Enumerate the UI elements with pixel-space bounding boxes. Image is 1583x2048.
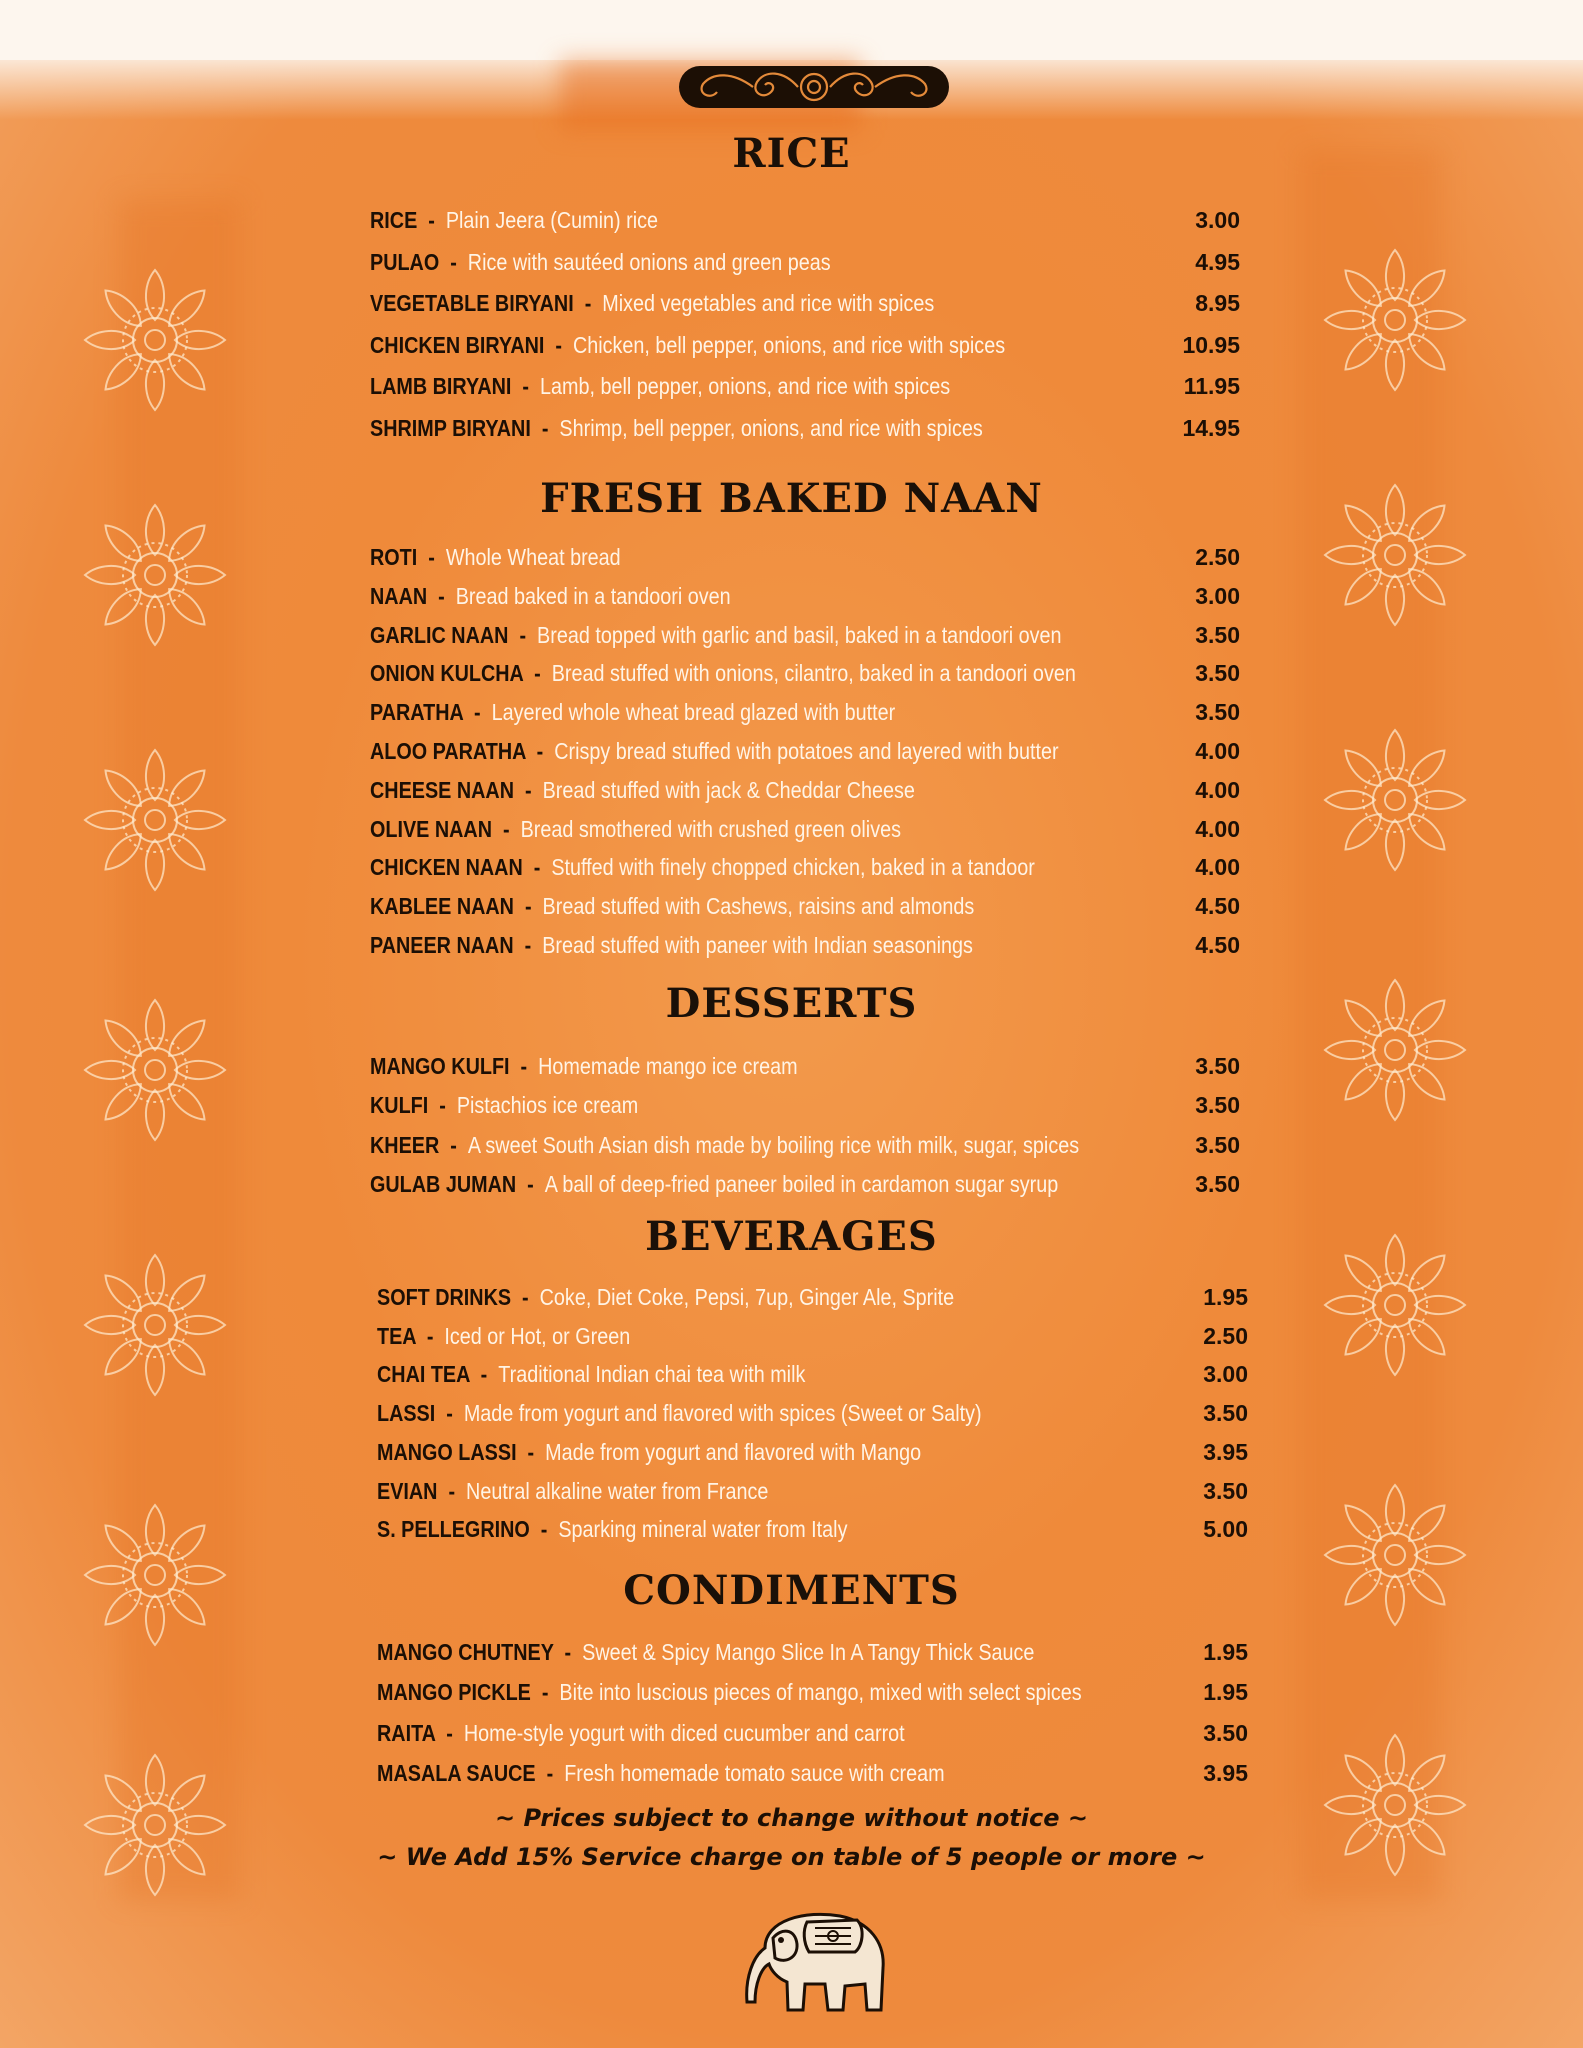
item-description: Neutral alkaline water from France <box>466 1477 769 1504</box>
item-description: Made from yogurt and flavored with Mango <box>545 1438 922 1465</box>
item-name: MANGO LASSI <box>377 1438 517 1465</box>
item-name: CHEESE NAAN <box>370 776 514 803</box>
mandala-icon <box>1320 725 1470 875</box>
menu-item <box>370 847 1035 887</box>
section-title: DESSERTS <box>665 980 918 1027</box>
item-separator: - <box>529 1516 559 1543</box>
item-separator: - <box>415 1322 445 1349</box>
ornament-icon <box>673 58 955 116</box>
item-name: GULAB JUMAN <box>370 1170 517 1197</box>
item-separator: - <box>573 290 603 316</box>
menu-item <box>370 1164 1058 1204</box>
item-description: Whole Wheat bread <box>445 544 621 570</box>
menu-item <box>370 809 901 849</box>
item-name: LAMB BIRYANI <box>370 373 512 399</box>
menu-item <box>370 408 983 448</box>
menu-item <box>377 1632 1034 1672</box>
item-description: Bread stuffed with paneer with Indian seasonings <box>542 932 973 958</box>
price-change-note: ~ Prices subject to change without notice ~ <box>495 1804 1088 1832</box>
item-name: S. PELLEGRINO <box>377 1516 530 1543</box>
item-price: 3.50 <box>1203 1719 1248 1746</box>
item-price: 2.50 <box>1203 1322 1248 1349</box>
item-price: 5.00 <box>1203 1516 1248 1543</box>
item-price: 14.95 <box>1182 414 1240 441</box>
item-description: Sparking mineral water from Italy <box>558 1516 848 1543</box>
item-separator: - <box>511 373 540 399</box>
menu-item <box>377 1672 1082 1712</box>
item-description: Crispy bread stuffed with potatoes and layered with butter <box>554 738 1059 764</box>
item-price: 3.50 <box>1195 699 1240 726</box>
item-name: ALOO PARATHA <box>370 738 526 764</box>
item-name: EVIAN <box>377 1477 438 1504</box>
item-separator: - <box>522 854 552 881</box>
item-description: Iced or Hot, or Green <box>444 1322 631 1349</box>
item-separator: - <box>437 1477 467 1504</box>
item-description: Pistachios ice cream <box>456 1092 639 1119</box>
item-separator: - <box>417 544 446 570</box>
menu-item <box>377 1277 954 1317</box>
item-price: 4.50 <box>1195 893 1240 920</box>
item-name: SHRIMP BIRYANI <box>370 414 531 441</box>
mandala-icon <box>80 265 230 415</box>
item-price: 4.00 <box>1195 854 1240 881</box>
item-separator: - <box>508 621 538 648</box>
item-description: Fresh homemade tomato sauce with cream <box>564 1759 945 1786</box>
item-price: 3.00 <box>1195 207 1240 233</box>
item-price: 1.95 <box>1203 1639 1248 1665</box>
menu-item <box>370 653 1076 693</box>
mandala-icon <box>80 745 230 895</box>
section-title: RICE <box>732 130 851 177</box>
item-description: Homemade mango ice cream <box>538 1053 798 1079</box>
item-price: 8.95 <box>1195 290 1240 316</box>
menu-item <box>377 1316 630 1356</box>
item-description: Coke, Diet Coke, Pepsi, 7up, Ginger Ale, Sprite <box>539 1284 955 1310</box>
item-price: 3.50 <box>1195 660 1240 687</box>
item-separator: - <box>428 1092 457 1119</box>
item-separator: - <box>463 699 492 726</box>
item-name: SOFT DRINKS <box>377 1284 512 1310</box>
menu-item <box>370 366 950 406</box>
item-price: 3.00 <box>1195 582 1240 609</box>
menu-item <box>370 537 621 577</box>
item-separator: - <box>511 1284 540 1310</box>
item-name: LASSI <box>377 1400 436 1427</box>
item-separator: - <box>535 1759 565 1786</box>
menu-item <box>370 692 895 732</box>
item-description: Chicken, bell pepper, onions, and rice with spices <box>572 331 1006 358</box>
item-price: 4.00 <box>1195 815 1240 842</box>
mandala-icon <box>80 500 230 650</box>
item-name: PULAO <box>370 248 440 275</box>
item-name: KABLEE NAAN <box>370 893 514 920</box>
menu-item <box>370 1046 798 1086</box>
item-description: Bite into luscious pieces of mango, mixed with select spices <box>559 1679 1082 1706</box>
item-description: Layered whole wheat bread glazed with butter <box>491 699 896 726</box>
item-price: 3.50 <box>1195 1092 1240 1119</box>
menu-item <box>370 925 973 965</box>
menu-item <box>377 1393 982 1433</box>
item-separator: - <box>523 660 552 687</box>
menu-item <box>377 1354 805 1394</box>
item-name: ROTI <box>370 544 418 570</box>
item-separator: - <box>516 1170 545 1197</box>
item-price: 3.50 <box>1203 1477 1248 1504</box>
item-description: Bread stuffed with jack & Cheddar Cheese <box>542 776 915 803</box>
item-separator: - <box>491 815 521 842</box>
item-name: MASALA SAUCE <box>377 1759 536 1786</box>
item-separator: - <box>516 1438 546 1465</box>
item-separator: - <box>525 738 555 764</box>
menu-item <box>370 731 1059 771</box>
item-price: 4.00 <box>1195 776 1240 803</box>
item-description: Rice with sautéed onions and green peas <box>467 248 831 275</box>
item-separator: - <box>435 1400 464 1427</box>
item-name: KHEER <box>370 1131 440 1158</box>
item-description: Mixed vegetables and rice with spices <box>602 290 935 316</box>
item-name: VEGETABLE BIRYANI <box>370 290 574 316</box>
section-title: BEVERAGES <box>645 1213 938 1260</box>
item-description: Bread smothered with crushed green olives <box>520 815 901 842</box>
item-name: PANEER NAAN <box>370 932 514 958</box>
item-description: Stuffed with finely chopped chicken, baked in a tandoor <box>551 854 1035 881</box>
item-price: 3.50 <box>1195 1170 1240 1197</box>
menu-item <box>370 1125 1079 1165</box>
item-price: 11.95 <box>1183 373 1240 399</box>
item-description: Home-style yogurt with diced cucumber and carrot <box>463 1719 905 1746</box>
item-price: 10.95 <box>1182 331 1240 358</box>
item-description: Sweet & Spicy Mango Slice In A Tangy Thick Sauce <box>582 1639 1035 1665</box>
item-price: 3.50 <box>1203 1400 1248 1427</box>
item-description: Made from yogurt and flavored with spices (Sweet or Salty) <box>463 1400 982 1427</box>
item-separator: - <box>513 893 543 920</box>
item-name: NAAN <box>370 582 428 609</box>
menu-item <box>370 615 1062 655</box>
item-separator: - <box>530 1679 560 1706</box>
item-description: Bread topped with garlic and basil, baked in a tandoori oven <box>537 621 1062 648</box>
menu-item <box>370 1085 638 1125</box>
item-name: PARATHA <box>370 699 464 726</box>
item-name: ONION KULCHA <box>370 660 524 687</box>
item-name: CHICKEN NAAN <box>370 854 523 881</box>
item-price: 3.95 <box>1203 1759 1248 1786</box>
item-name: GARLIC NAAN <box>370 621 509 648</box>
menu-item <box>377 1713 905 1753</box>
item-name: MANGO PICKLE <box>377 1679 531 1706</box>
item-name: CHICKEN BIRYANI <box>370 331 545 358</box>
menu-item <box>377 1432 921 1472</box>
item-name: KULFI <box>370 1092 429 1119</box>
item-name: RAITA <box>377 1719 436 1746</box>
item-price: 3.95 <box>1203 1438 1248 1465</box>
item-separator: - <box>469 1361 499 1388</box>
menu-item <box>370 770 915 810</box>
item-separator: - <box>435 1719 464 1746</box>
menu-item <box>370 242 831 282</box>
item-separator: - <box>509 1053 539 1079</box>
item-price: 4.95 <box>1195 248 1240 275</box>
item-separator: - <box>439 248 468 275</box>
item-description: Lamb, bell pepper, onions, and rice with spices <box>539 373 951 399</box>
menu-item <box>370 200 658 240</box>
item-name: OLIVE NAAN <box>370 815 492 842</box>
service-charge-note: ~ We Add 15% Service charge on table of 5 people or more ~ <box>377 1843 1206 1871</box>
item-name: MANGO CHUTNEY <box>377 1639 554 1665</box>
item-price: 1.95 <box>1203 1679 1248 1706</box>
item-separator: - <box>439 1131 468 1158</box>
item-price: 3.50 <box>1195 1053 1240 1079</box>
item-name: TEA <box>377 1322 416 1349</box>
menu-item <box>377 1471 768 1511</box>
item-name: RICE <box>370 207 418 233</box>
item-separator: - <box>513 776 543 803</box>
mandala-icon <box>1320 245 1470 395</box>
item-price: 4.00 <box>1195 738 1240 764</box>
item-price: 4.50 <box>1195 932 1240 958</box>
item-description: Bread stuffed with Cashews, raisins and almonds <box>542 893 975 920</box>
menu-item <box>377 1753 945 1793</box>
item-price: 3.50 <box>1195 1131 1240 1158</box>
item-description: Plain Jeera (Cumin) rice <box>445 207 659 233</box>
item-price: 3.00 <box>1203 1361 1248 1388</box>
item-name: CHAI TEA <box>377 1361 470 1388</box>
mandala-icon <box>80 1250 230 1400</box>
item-separator: - <box>513 932 543 958</box>
section-title: CONDIMENTS <box>623 1567 960 1614</box>
elephant-icon <box>725 1898 895 2023</box>
item-description: A ball of deep-fried paneer boiled in cardamon sugar syrup <box>544 1170 1059 1197</box>
menu-item <box>370 325 1005 365</box>
item-separator: - <box>544 331 573 358</box>
item-separator: - <box>427 582 456 609</box>
item-description: Traditional Indian chai tea with milk <box>498 1361 806 1388</box>
item-name: MANGO KULFI <box>370 1053 510 1079</box>
menu-item <box>377 1509 847 1549</box>
item-price: 3.50 <box>1195 621 1240 648</box>
section-title: FRESH BAKED NAAN <box>540 475 1043 522</box>
item-separator: - <box>553 1639 583 1665</box>
item-description: Shrimp, bell pepper, onions, and rice with spices <box>559 414 983 441</box>
item-price: 1.95 <box>1203 1284 1248 1310</box>
menu-item <box>370 283 934 323</box>
item-description: Bread baked in a tandoori oven <box>455 582 731 609</box>
menu-item <box>370 886 974 926</box>
item-separator: - <box>417 207 446 233</box>
item-description: A sweet South Asian dish made by boiling rice with milk, sugar, spices <box>467 1131 1080 1158</box>
menu-item <box>370 576 731 616</box>
item-price: 2.50 <box>1195 544 1240 570</box>
item-separator: - <box>530 414 560 441</box>
item-description: Bread stuffed with onions, cilantro, baked in a tandoori oven <box>551 660 1076 687</box>
